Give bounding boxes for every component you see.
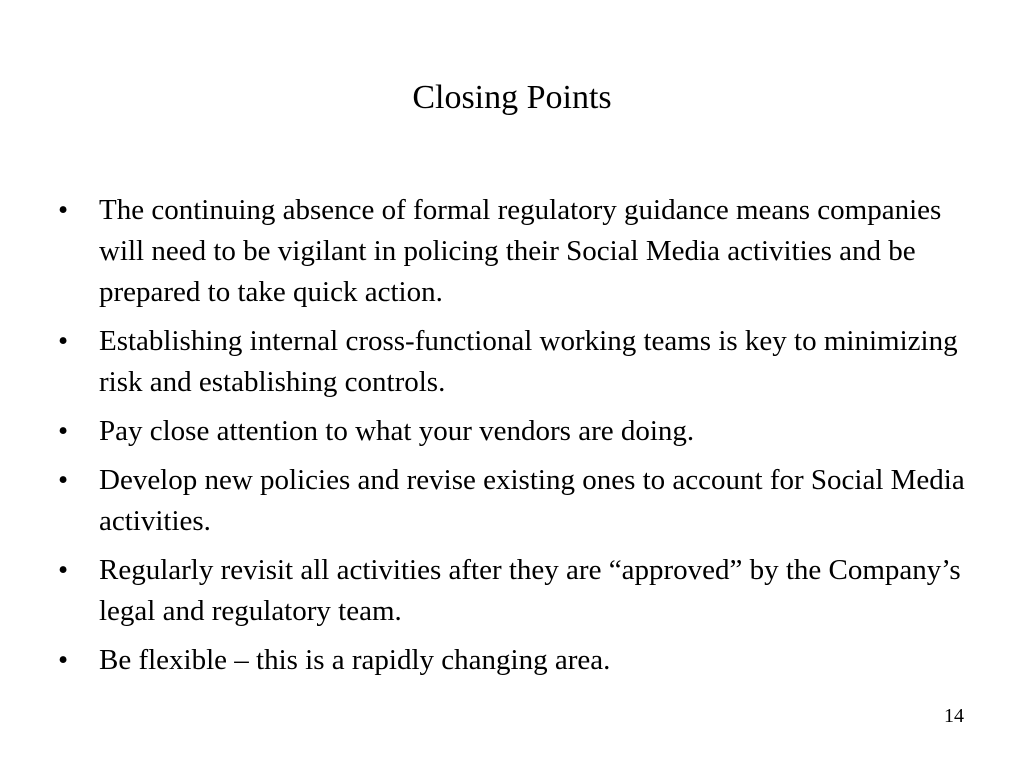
bullet-item bbox=[58, 190, 978, 313]
bullet-icon: • bbox=[58, 415, 69, 447]
bullet-text: Establishing internal cross-functional working teams is key to minimizing risk and establishing controls. bbox=[99, 325, 958, 398]
bullet-text: Be flexible – this is a rapidly changing area. bbox=[99, 644, 611, 676]
bullet-item bbox=[58, 640, 978, 681]
bullet-text: Develop new policies and revise existing ones to account for Social Media activities. bbox=[99, 464, 965, 537]
bullet-text: Regularly revisit all activities after they are “approved” by the Company’s legal and regulatory team. bbox=[99, 554, 961, 627]
bullet-icon: • bbox=[58, 644, 69, 676]
page-number: 14 bbox=[944, 705, 964, 727]
bullet-list bbox=[58, 190, 978, 689]
bullet-text: Pay close attention to what your vendors are doing. bbox=[99, 415, 695, 447]
bullet-item bbox=[58, 411, 978, 452]
bullet-icon: • bbox=[58, 325, 69, 357]
bullet-item bbox=[58, 460, 978, 542]
bullet-icon: • bbox=[58, 194, 69, 226]
bullet-item bbox=[58, 550, 978, 632]
bullet-icon: • bbox=[58, 464, 69, 496]
slide-title: Closing Points bbox=[412, 79, 612, 116]
bullet-text: The continuing absence of formal regulatory guidance means companies will need to be vigilant in policing their Social Media activities and be prepared to take quick action. bbox=[99, 194, 942, 308]
bullet-item bbox=[58, 321, 978, 403]
bullet-icon: • bbox=[58, 554, 69, 586]
